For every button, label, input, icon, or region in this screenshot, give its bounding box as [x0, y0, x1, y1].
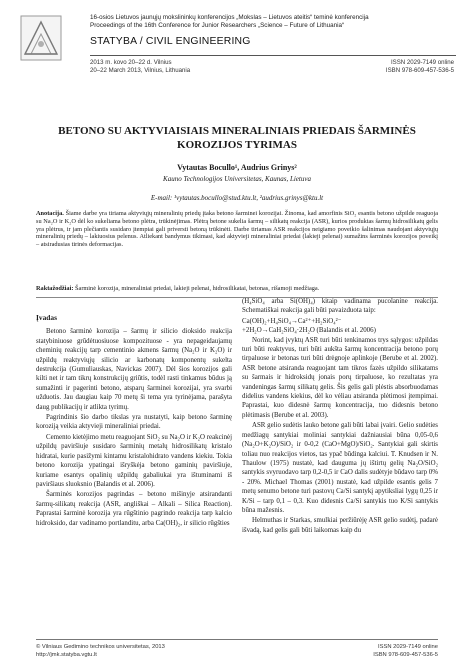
body-paragraph: Cemento kietėjimo metu reaguojant SiO₂ su Na₂O ir K₂O reakcinėj užpildų paviršiuje susidaro šarminių metalų hidrosilikatų kristalo hidratai, kurie pasižymi kintamu kristalohidrato vandens kiekiu. Tokia betono korozija ypatingai išryškėja betono gaminių paviršiuje, kuriame esantys opalinių užpildų gabaliukai yra ištuminami iš paviršiaus sluoksnio (Balandis et al. 2006). [36, 433, 232, 488]
body-column-right [242, 297, 438, 536]
body-paragraph: Šarminės korozijos pagrindas – betono mišinyje atsirandanti šarmų-silikatų reakcija (ASR, angliškai – Alkali – Silica Reaction). Paprastai šarminė korozija yra rūgštinio pagrindo reakcija tarp kalcio hidroksido, dar vadinamo portlanditu, arba Ca(OH)₂, ir silicio rūgšties [36, 491, 232, 527]
body-paragraph: (H₄SiO₄ arba Si(OH)₄) kitaip vadinama pucolanine reakcija. Schematiškai reakcija gali būti pavaizduota taip: [242, 298, 438, 315]
section-title: STATYBA / CIVIL ENGINEERING [90, 36, 251, 47]
body-column-left [36, 307, 232, 529]
author-emails: E-mail: ¹vytautas.bocullo@stud.ktu.lt, ²audrius.grinys@ktu.lt [150, 194, 324, 202]
abstract-label: Anotacija. [36, 210, 64, 217]
copyright: © Vilniaus Gedimino technikos universitetas, 2013 [36, 644, 165, 650]
keywords-label: Raktažodžiai: [36, 285, 74, 292]
conference-line-lt: 16-osios Lietuvos jaunųjų mokslininkų konferencijos „Mokslas – Lietuvos ateitis“ teminė konferencija [90, 14, 369, 21]
date-lt: 2013 m. kovo 20–22 d. Vilnius [90, 59, 172, 66]
footer-left [36, 644, 165, 659]
abstract-text: Šiame darbe yra tiriama aktyviųjų mineralinių priedų įtaka betono šarminei korozijai. Žinoma, kad amorfinis SiO₂ esantis betono užpilde reaguoja su Na₂O ir K₂O dėl ko sukeliama betono plėtra, trūkinėjimas. Plėtrą betone sukelia šarmų – silikatų reakcija (ASR), kurios produktas šarmų hidrosilikatų gelis yra plėtrus, ir jam plečiantis susidaro įtempiai gali priversti betoną trūkinėti. Darbe tiriamas ASR reakcijos neigiamo poveikio šalinimas naudojant aktyviųjų mineralinių priedų – lakiuosius pelenus. Atliekant bandymus tikimasi, kad aktyvieji mineraliniai priedai (lakieji pelenai) sumažins šarminės korozijos poveikį – atsiradusias tirinės deformacijas. [36, 210, 438, 249]
isbn: ISBN 978-609-457-536-5 [385, 67, 454, 74]
header-divider [90, 55, 456, 56]
conference-info [90, 14, 460, 30]
article-title: BETONO SU AKTYVIAISIAIS MINERALINIAIS PRIEDAIS ŠARMINĖS KOROZIJOS TYRIMAS [58, 125, 416, 151]
footer-right [373, 644, 438, 659]
keywords-text: Šarminė korozija, mineraliniai priedai, lakieji pelenai, hidrosilikatai, betonas, rišamoji medžiaga. [75, 285, 320, 292]
body-paragraph: ASR gelio sudėtis lauko betone gali būti labai įvairi. Gelio sudėties medžiagų santykiai moliniai santykiai dažniausiai būna 0,05-0,6 (Na₂O+K₂O)/SiO₂ ir 0-0,2 (CaO+MgO)/SiO₂. Santykiai gali skirtis toliau nuo reakcijos vietos, tas ypač būdinga kalciui. T. Knudsen ir N. Thaulow (1975) nustatė, kad dauguma jų ištirtų gelių Na₂O/SiO₂ santykis svyruodavo tarp 0,2-0,5 ir CaO dalis sudėtyje būdavo tarp 0% - 20%. Michael Thomas (2001) nustatė, kad užpilde esantis gelis 7 metų senumo betone turi pastovų Ca/Si santykį apytiksliai lygų 0,25 ir K/Si – tarp 0,1 – 0,3. Kuo didesnis Ca/Si santykis tuo K/Si santykis būna mažesnis. [242, 422, 438, 514]
reaction-equation: Ca(OH)₂+H₄SiO₄→Ca²⁺+H₂SiO₄²⁻ [242, 317, 342, 325]
page-header [0, 0, 474, 100]
university-logo-icon [19, 14, 63, 62]
date-en: 20–22 March 2013, Vilnius, Lithuania [90, 67, 191, 74]
author-affiliation: Kauno Technologijos Universitetas, Kaunas, Lietuva [163, 175, 311, 183]
footer-issn: ISSN 2029-7149 online [378, 644, 438, 650]
conference-line-en: Proceedings of the 16th Conference for Junior Researchers „Science – Future of Lithuania“ [90, 22, 345, 30]
keywords [36, 285, 438, 293]
body-paragraph: Helmuthas ir Starkas, smulkiai peržiūrėję ASR gelio sudėtį, padarė išvadą, kad gelis gali būti laikomas kaip du [242, 517, 438, 534]
conference-dates [90, 59, 190, 75]
footer-divider [36, 639, 438, 640]
abstract [36, 210, 438, 249]
article-authors: Vytautas Bocullo¹, Audrius Grinys² [177, 163, 297, 172]
publication-ids [386, 59, 454, 75]
body-paragraph: Norint, kad įvyktų ASR turi būti tenkinamos trys sąlygos: užpildas turi būti reaktyvus, turi būti aukšta šarmų koncentracija betono porų tirpaluose ir betonas turi būti drėgnoje aplinkoje (Berube et al. 2002). ASR betone atsiranda reaguojant tam tikros fazės užpildo silikatams su šarmais ir hidroksidų jonais porų tirpaluose, ko rezultatas yra vandeningas šarmų silikatų gelis. Šis gelis gali plėstis absorbuodamas didelius vandens kiekius, dėl ko vėliau atsiranda plėtimosi įtempimai. Paprastai, kuo didesnė šarmų koncentracija, tuo didesnis betono plėtimasis (Berube et al. 2003). [242, 336, 438, 419]
issn: ISSN 2029-7149 online [390, 59, 454, 66]
body-paragraph: Betono šarminė korozija – šarmų ir silicio dioksido reakcija statybiniuose grūdėtuosiuose kompozituose - yra nepageidaujamų cheminių reakcijų tarp cementinio akmens šarmų (Na₂O ir K₂O) ir užpildų reaktyviųjų silicio ar karbonatų komponentų sukelta destrukcija (Gumuliauskas, Navickas 2007). Dėl šios korozijos gali kilti net ir tam tikrų konstrukcijų griūtis, todėl rasti tinkamus būdus ją sumažinti ir pagerinti betono, atsparų šarminei korozijai, yra svarbi užduotis. Jau daugiau kaip 70 metų ši tema yra tyrinėjama, parašyta daug publikacijų ir atlikta tyrimų. [36, 328, 232, 411]
footer-isbn: ISBN 978-609-457-536-5 [373, 651, 438, 658]
journal-url[interactable]: http://jmk.statyba.vgtu.lt [36, 651, 97, 658]
reaction-equation-continued: +2H₂O→CaH₂SiO₄·2H₂O (Balandis et al. 2006) [242, 327, 376, 335]
section-heading-intro: Įvadas [36, 313, 57, 322]
body-paragraph: Pagrindinis šio darbo tikslas yra nustatyti, kaip betono šarminę koroziją veikia aktyvieji mineraliniai priedai. [36, 414, 232, 431]
